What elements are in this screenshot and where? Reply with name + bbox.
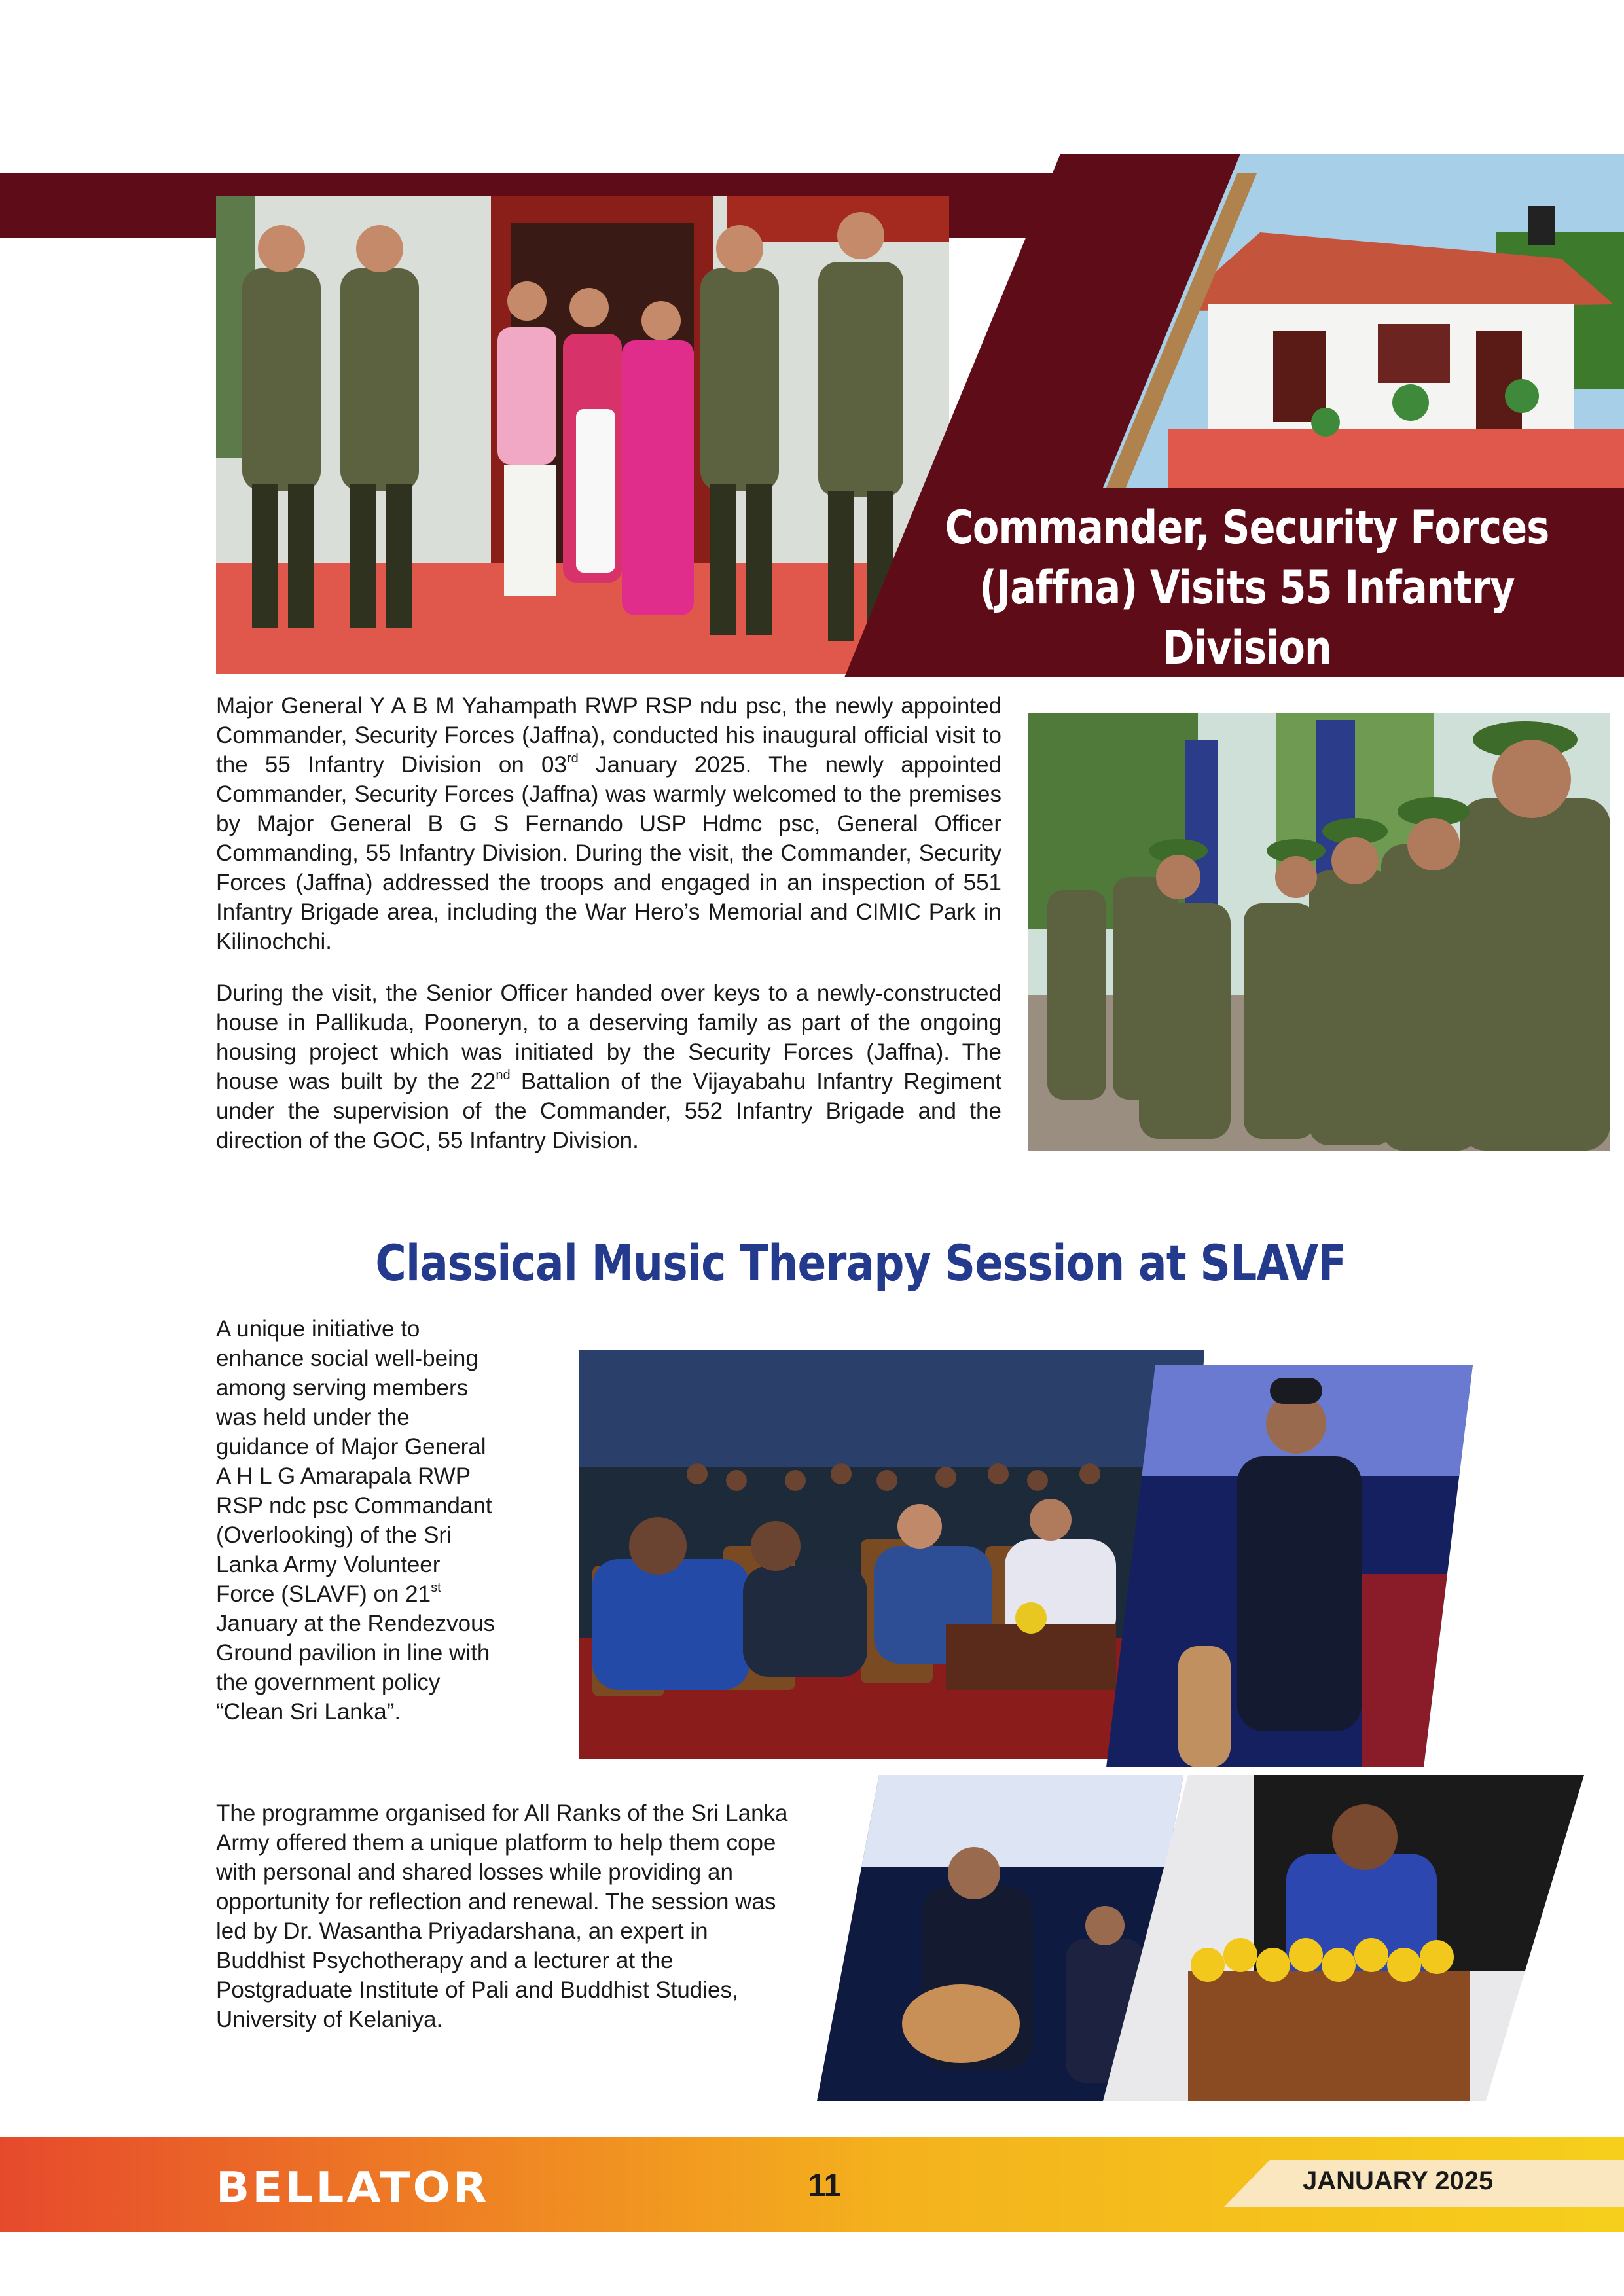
article1-paragraph-1-sup: rd — [566, 751, 579, 766]
article1-paragraph-2-sup: nd — [496, 1068, 511, 1083]
article2-title: Classical Music Therapy Session at SLAVF — [375, 1234, 1346, 1292]
article1-paragraph-1-text-a: Major General Y A B M Yahampath RWP RSP ndu psc, the newly appointed Commander, Security Forces (Jaffna), conducted his inaugural official visit to the 55 Infantry Division on 03 — [216, 693, 1001, 778]
photo-troop-inspection — [1028, 713, 1610, 1151]
article1-paragraph-2-text-b: Battalion of the Vijayabahu Infantry Regiment under the supervision of the Commander, 552 Infantry Brigade and the direction of the GOC, 55 Infantry Division. — [216, 1069, 1001, 1153]
article1-paragraph-2-text-a: During the visit, the Senior Officer handed over keys to a newly-constructed house in Pallikuda, Pooneryn, to a deserving family as part of the ongoing housing project which was initiated by the Security Forces (Jaffna). The house was built by the 22 — [216, 980, 1001, 1094]
article2-paragraph-2 — [216, 1799, 792, 2034]
article2-paragraph-2-text: The programme organised for All Ranks of the Sri Lanka Army offered them a unique platform to help them cope with personal and shared losses while providing an opportunity for reflection and renewal. The session was led by Dr. Wasantha Priyadarshana, an expert in Buddhist Psychotherapy and a lecturer at the Postgraduate Institute of Pali and Buddhist Studies, University of Kelaniya. — [216, 1801, 788, 2032]
article2-paragraph-1-text-b: January at the Rendezvous Ground pavilion in line with the government policy “Clean Sri Lanka”. — [216, 1611, 496, 1725]
article2-paragraph-1-text-a: A unique initiative to enhance social well-being among serving members was held under the guidance of Major General A H L G Amarapala RWP RSP ndc psc Commandant (Overlooking) of the Sri Lanka Army Volunteer Force (SLAVF) on 21 — [216, 1316, 492, 1607]
article2-paragraph-1 — [216, 1314, 504, 1727]
issue-date: JANUARY 2025 — [1303, 2166, 1494, 2195]
article1-title: Commander, Security Forces (Jaffna) Visits 55 Infantry Division — [945, 501, 1549, 675]
photo-singer — [1106, 1365, 1473, 1767]
photo-lecturer — [1103, 1775, 1584, 2101]
article2-paragraph-1-sup: st — [431, 1581, 441, 1596]
photo-key-handover — [216, 196, 949, 674]
article1-paragraph-1-text-b: January 2025. The newly appointed Commander, Security Forces (Jaffna) was warmly welcomed to the premises by Major General B G S Fernando USP Hdmc psc, General Officer Commanding, 55 Infantry Division. During the visit, the Commander, Security Forces (Jaffna) addressed the troops and engaged in an inspection of 551 Infantry Brigade area, including the War Hero’s Memorial and CIMIC Park in Kilinochchi. — [216, 752, 1002, 954]
article1-paragraph-2 — [216, 978, 1001, 1155]
page-number: 11 — [808, 2168, 842, 2203]
photo-audience — [579, 1350, 1204, 1759]
bellator-logo: BELLATOR — [216, 2164, 490, 2212]
article1-paragraph-1 — [216, 691, 1001, 956]
